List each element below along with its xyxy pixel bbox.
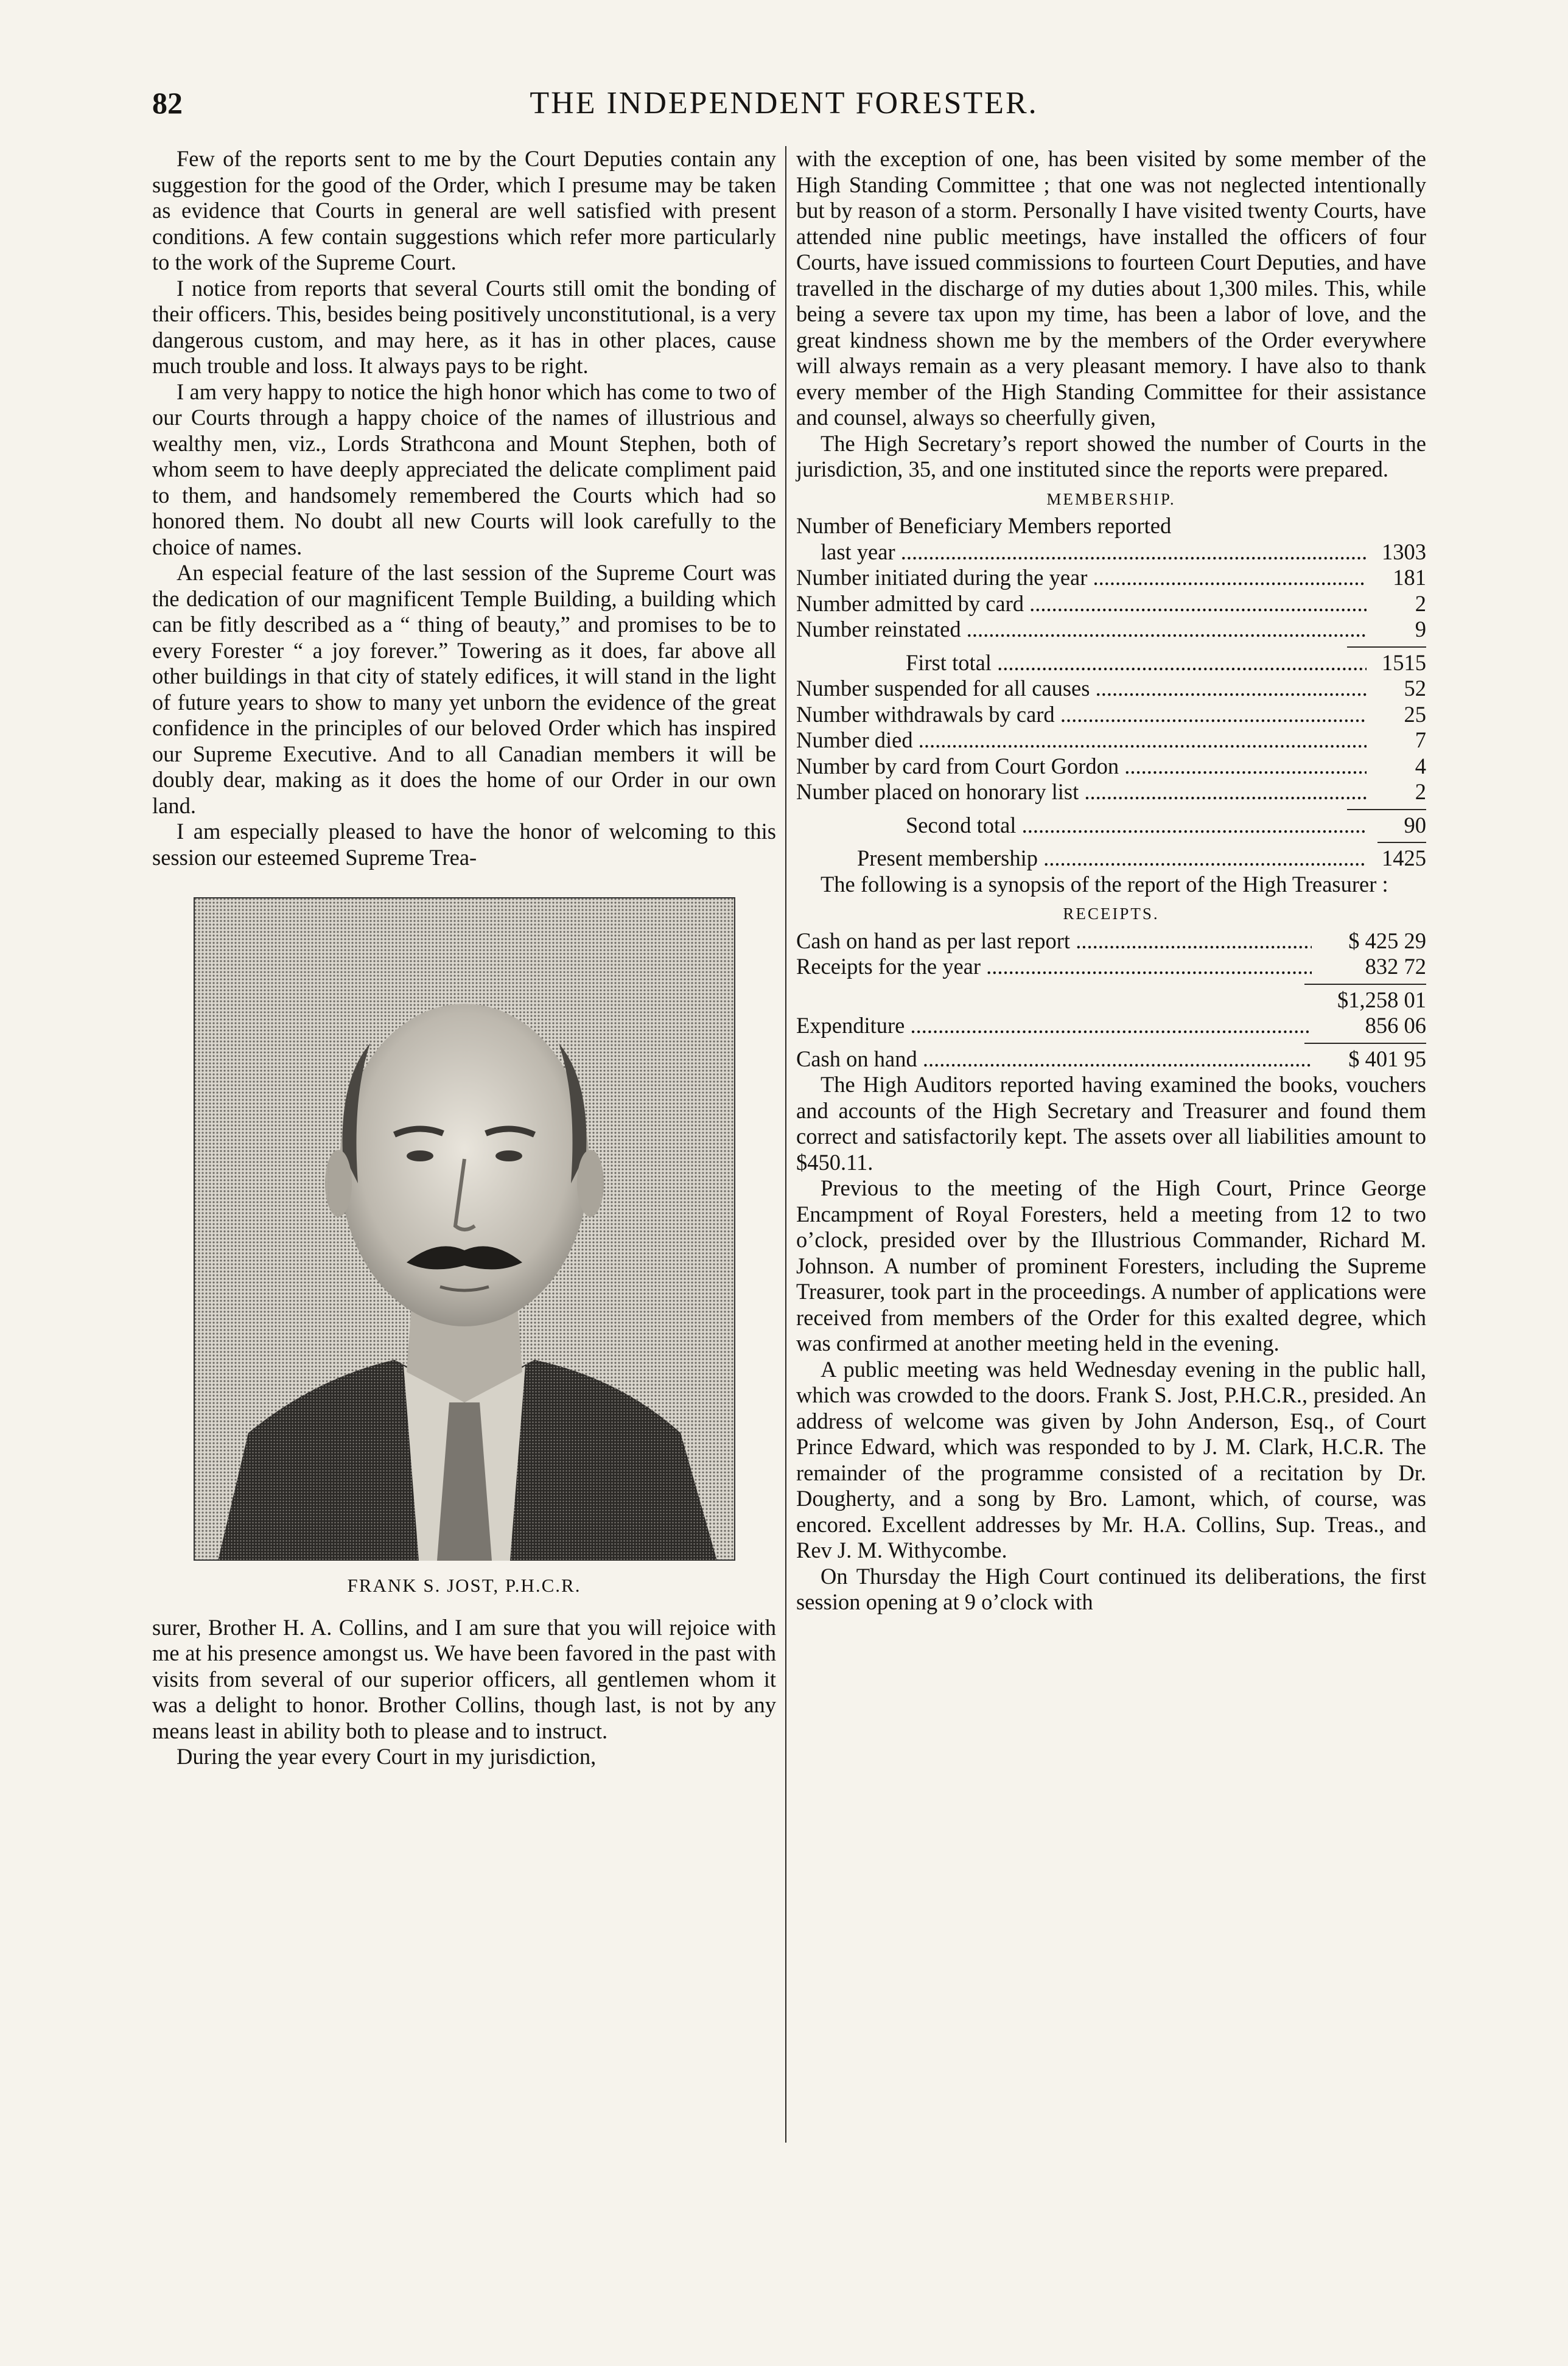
row-value: $1,258 01 (1337, 987, 1426, 1012)
row-label: Number of Beneficiary Members reported (796, 513, 1172, 538)
table-row (796, 754, 1426, 780)
portrait-figure (152, 897, 776, 1561)
paragraph: surer, Brother H. A. Collins, and I am sure that you will rejoice with me at his presence amongst us. We have been favored in the past with visits from several of our superior officers, all gentlemen whom it was a delight to honor. Brother Collins, though last, is not by any means least in ability both to please and to instruct. (152, 1614, 776, 1743)
table-row (796, 813, 1426, 839)
page-number: 82 (152, 86, 183, 120)
sum-rule (1347, 646, 1426, 648)
row-label: Cash on hand as per last report ..... (796, 928, 1312, 954)
row-label: Cash on hand ..... (796, 1046, 1312, 1073)
table-row (796, 591, 1426, 617)
row-value: 7 (1415, 727, 1426, 752)
table-row (796, 727, 1426, 754)
receipts-heading: RECEIPTS. (1063, 905, 1160, 923)
row-value: 4 (1415, 753, 1426, 779)
row-label: Present membership ..... (857, 845, 1367, 872)
paragraph: Few of the reports sent to me by the Court Deputies contain any suggestion for the good of the Order, which I presume may be taken as evidence that Courts in general are well satisfied with present conditions. A few contain suggestions which refer more particularly to the work of the Supreme Court. (152, 146, 776, 275)
sum-rule (1304, 984, 1426, 985)
row-value: 52 (1404, 676, 1426, 701)
row-value: 181 (1393, 565, 1426, 590)
table-row (796, 1013, 1426, 1039)
column-divider (785, 146, 786, 2143)
row-value: 1303 (1382, 539, 1426, 564)
paragraph: During the year every Court in my jurisdiction, (177, 1744, 597, 1769)
table-row (796, 928, 1426, 954)
row-label: Number withdrawals by card ..... (796, 702, 1367, 728)
table-row (796, 617, 1426, 643)
row-label: Number admitted by card ..... (796, 591, 1367, 617)
running-head (0, 85, 1568, 134)
paragraph: I notice from reports that several Courts still omit the bonding of their officers. This, besides being positively unconstitutional, is a very dangerous custom, and may here, as it has in other places, cause much trouble and loss. It always pays to be right. (152, 275, 776, 378)
row-label: Second total ..... (796, 813, 1367, 839)
table-row (796, 702, 1426, 728)
left-column (152, 146, 776, 1770)
row-value: $ 425 29 (1348, 928, 1426, 953)
table-row (796, 676, 1426, 702)
row-label: Number by card from Court Gordon ..... (796, 754, 1367, 780)
table-row (796, 954, 1426, 980)
membership-table (796, 513, 1426, 872)
sum-rule (1347, 809, 1426, 810)
paragraph: A public meeting was held Wednesday evening in the public hall, which was crowded to the doors. Frank S. Jost, P.H.C.R., presided. An address of welcome was given by John Anderson, Esq., of Court Prince Edward, which was responded to by J. M. Clark, H.C.R. The remainder of the programme consisted of a recitation by Dr. Dougherty, and a song by Bro. Lamont, which, of course, was encored. Excellent addresses by Mr. H.A. Collins, Sup. Treas., and Rev J. M. Withycombe. (796, 1356, 1426, 1563)
receipts-table (796, 928, 1426, 1073)
row-label: First total ..... (796, 650, 1367, 676)
table-row (796, 779, 1426, 805)
paragraph: with the exception of one, has been visited by some member of the High Standing Committee ; that one was not neglected intentionally but by reason of a storm. Personally I have visited twenty Courts, have attended nine public meetings, have installed the officers of four Courts, have issued commissions to fourteen Court Deputies, and have travelled in the discharge of my duties about 1,300 miles. This, while being a severe tax upon my time, has been a labor of love, and the great kindness shown me by the members of the Order everywhere will always remain as a very pleasant memory. I have also to thank every member of the High Standing Committee for their assistance and counsel, always so cheerfully given, (796, 146, 1426, 430)
row-value: 832 72 (1365, 954, 1426, 979)
row-label: Expenditure ..... (796, 1013, 1312, 1039)
journal-title: THE INDEPENDENT FORESTER. (530, 86, 1038, 121)
table-row (796, 565, 1426, 591)
membership-heading: MEMBERSHIP. (1046, 489, 1176, 508)
table-row (796, 1046, 1426, 1073)
row-value: 1515 (1382, 649, 1426, 675)
row-value: 90 (1404, 812, 1426, 838)
row-value: $ 401 95 (1348, 1046, 1426, 1071)
paragraph: I am very happy to notice the high honor which has come to two of our Courts through a happy choice of the names of illustrious and wealthy men, viz., Lords Strathcona and Mount Stephen, both of whom seem to have deeply appreciated the delicate compliment paid to them, and handsomely remembered the Courts which had so honored them. No doubt all new Courts will look carefully to the choice of names. (152, 379, 776, 559)
portrait-caption: FRANK S. JOST, P.H.C.R. (347, 1575, 581, 1596)
row-value: 856 06 (1365, 1013, 1426, 1038)
row-value: 9 (1415, 617, 1426, 642)
row-label: Receipts for the year ..... (796, 954, 1312, 980)
right-column (796, 146, 1426, 1615)
row-label: last year ..... (821, 539, 1367, 565)
row-label: Number placed on honorary list ..... (796, 779, 1367, 805)
table-row (796, 539, 1426, 565)
paragraph: The High Auditors reported having examined the books, vouchers and accounts of the High Secretary and Treasurer and found them correct and satisfactorily kept. The assets over all liabilities amount to $450.11. (796, 1072, 1426, 1175)
paragraph: The following is a synopsis of the report of the High Treasurer : (821, 871, 1388, 897)
table-row (796, 513, 1426, 539)
paragraph: I am especially pleased to have the honor of welcoming to this session our esteemed Supreme Trea- (152, 819, 776, 870)
paragraph: On Thursday the High Court continued its deliberations, the first session opening at 9 o’clock with (796, 1563, 1426, 1614)
row-value: 2 (1415, 779, 1426, 804)
row-label: Number reinstated ..... (796, 617, 1367, 643)
row-label: Number died ..... (796, 727, 1367, 754)
portrait-image (194, 897, 735, 1561)
paragraph: An especial feature of the last session of the Supreme Court was the dedication of our magnificent Temple Building, a building which can be fitly described as a “ thing of beauty,” and promises to be to every Forester “ a joy forever.” Towering as it does, far above all other buildings in that city of stately edifices, it will stand in the light of future years to show to many yet unborn the evidence of the great confidence in the principles of our beloved Order which has inspired our Supreme Executive. And to all Canadian members it will be doubly dear, making as it does the home of our Order in our own land. (152, 560, 776, 818)
table-row (796, 650, 1426, 676)
row-value: 25 (1404, 701, 1426, 727)
row-value: 1425 (1382, 845, 1426, 870)
table-row (796, 987, 1426, 1013)
row-label: Number initiated during the year ..... (796, 565, 1367, 591)
table-row (796, 845, 1426, 872)
sum-rule (1377, 842, 1426, 843)
sum-rule (1304, 1043, 1426, 1044)
paragraph: Previous to the meeting of the High Court, Prince George Encampment of Royal Foresters, held a meeting from 12 to two o’clock, presided over by the Illustrious Commander, Richard M. Johnson. A number of prominent Foresters, including the Supreme Treasurer, took part in the proceedings. A number of applications were received from members of the Order for this exalted degree, which was confirmed at another meeting held in the evening. (796, 1175, 1426, 1356)
row-value: 2 (1415, 590, 1426, 616)
paragraph: The High Secretary’s report showed the number of Courts in the jurisdiction, 35, and one instituted since the reports were prepared. (796, 430, 1426, 481)
row-label: Number suspended for all causes ..... (796, 676, 1367, 702)
